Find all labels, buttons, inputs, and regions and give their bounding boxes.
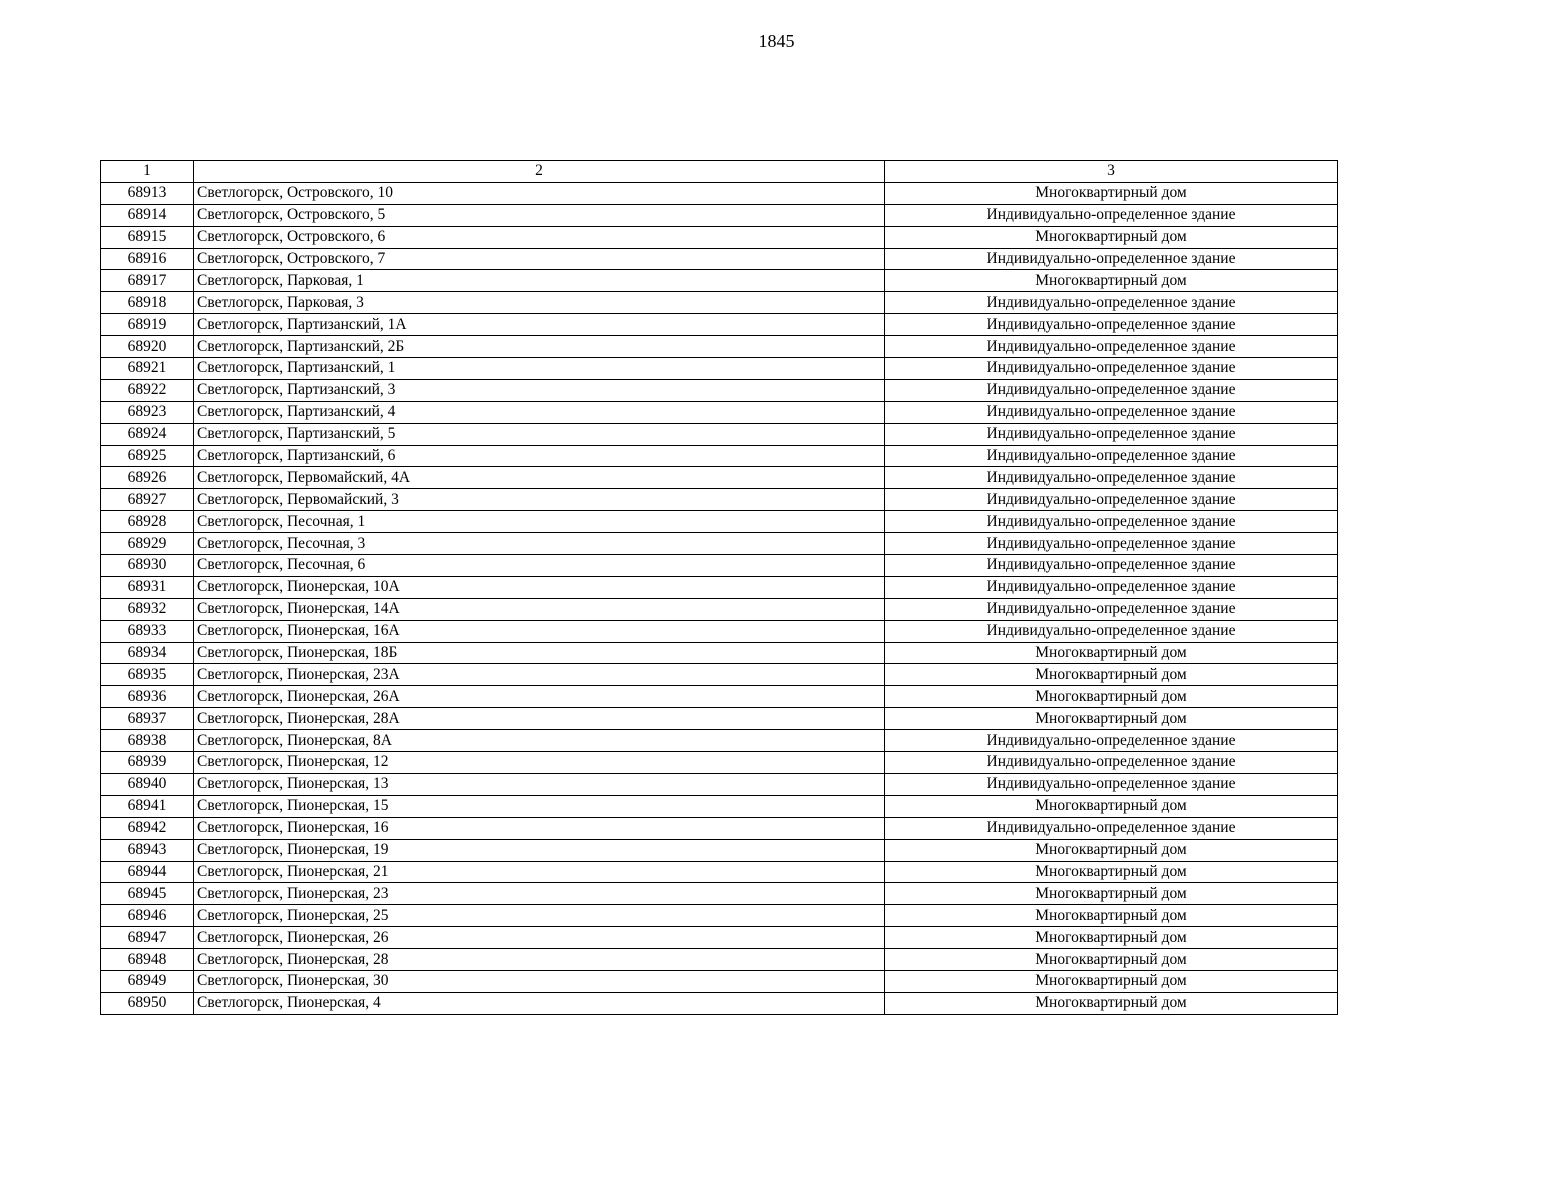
row-number-cell: 68918	[101, 292, 194, 314]
building-type-cell: Многоквартирный дом	[885, 686, 1338, 708]
table-row	[101, 686, 1338, 708]
building-type-cell: Многоквартирный дом	[885, 905, 1338, 927]
row-number-cell: 68949	[101, 970, 194, 992]
address-cell: Светлогорск, Пионерская, 4	[194, 992, 885, 1014]
row-number-cell: 68933	[101, 620, 194, 642]
building-type-cell: Многоквартирный дом	[885, 927, 1338, 949]
row-number-cell: 68932	[101, 598, 194, 620]
building-type-cell: Индивидуально-определенное здание	[885, 445, 1338, 467]
row-number-cell: 68927	[101, 489, 194, 511]
table-row	[101, 992, 1338, 1014]
row-number-cell: 68941	[101, 795, 194, 817]
building-type-cell: Многоквартирный дом	[885, 182, 1338, 204]
row-number-cell: 68913	[101, 182, 194, 204]
building-type-cell: Индивидуально-определенное здание	[885, 204, 1338, 226]
address-cell: Светлогорск, Пионерская, 28А	[194, 708, 885, 730]
address-cell: Светлогорск, Партизанский, 5	[194, 423, 885, 445]
row-number-cell: 68936	[101, 686, 194, 708]
table-row	[101, 533, 1338, 555]
building-type-cell: Многоквартирный дом	[885, 795, 1338, 817]
row-number-cell: 68928	[101, 511, 194, 533]
row-number-cell: 68931	[101, 576, 194, 598]
row-number-cell: 68925	[101, 445, 194, 467]
row-number-cell: 68950	[101, 992, 194, 1014]
address-cell: Светлогорск, Первомайский, 4А	[194, 467, 885, 489]
building-type-cell: Многоквартирный дом	[885, 226, 1338, 248]
table-row	[101, 314, 1338, 336]
table-row	[101, 292, 1338, 314]
table-row	[101, 620, 1338, 642]
table-row	[101, 511, 1338, 533]
address-cell: Светлогорск, Пионерская, 26А	[194, 686, 885, 708]
building-type-cell: Индивидуально-определенное здание	[885, 730, 1338, 752]
table-row	[101, 752, 1338, 774]
building-type-cell: Многоквартирный дом	[885, 883, 1338, 905]
address-cell: Светлогорск, Партизанский, 3	[194, 379, 885, 401]
address-cell: Светлогорск, Пионерская, 16А	[194, 620, 885, 642]
row-number-cell: 68930	[101, 555, 194, 577]
row-number-cell: 68924	[101, 423, 194, 445]
table-row	[101, 861, 1338, 883]
address-cell: Светлогорск, Партизанский, 6	[194, 445, 885, 467]
table-row	[101, 182, 1338, 204]
building-type-cell: Индивидуально-определенное здание	[885, 292, 1338, 314]
address-cell: Светлогорск, Пионерская, 8А	[194, 730, 885, 752]
building-type-cell: Индивидуально-определенное здание	[885, 555, 1338, 577]
address-cell: Светлогорск, Песочная, 3	[194, 533, 885, 555]
building-type-cell: Индивидуально-определенное здание	[885, 533, 1338, 555]
building-type-cell: Индивидуально-определенное здание	[885, 401, 1338, 423]
building-type-cell: Индивидуально-определенное здание	[885, 752, 1338, 774]
building-type-cell: Индивидуально-определенное здание	[885, 379, 1338, 401]
row-number-cell: 68940	[101, 773, 194, 795]
address-cell: Светлогорск, Партизанский, 4	[194, 401, 885, 423]
table-row	[101, 467, 1338, 489]
row-number-cell: 68929	[101, 533, 194, 555]
row-number-cell: 68945	[101, 883, 194, 905]
building-type-cell: Многоквартирный дом	[885, 992, 1338, 1014]
address-cell: Светлогорск, Первомайский, 3	[194, 489, 885, 511]
table-row	[101, 423, 1338, 445]
address-cell: Светлогорск, Пионерская, 23А	[194, 664, 885, 686]
row-number-cell: 68923	[101, 401, 194, 423]
table-row	[101, 270, 1338, 292]
address-cell: Светлогорск, Пионерская, 21	[194, 861, 885, 883]
table-row	[101, 248, 1338, 270]
table-row	[101, 555, 1338, 577]
row-number-cell: 68948	[101, 949, 194, 971]
row-number-cell: 68938	[101, 730, 194, 752]
building-type-cell: Многоквартирный дом	[885, 642, 1338, 664]
address-cell: Светлогорск, Песочная, 1	[194, 511, 885, 533]
table-row	[101, 226, 1338, 248]
row-number-cell: 68914	[101, 204, 194, 226]
building-type-cell: Индивидуально-определенное здание	[885, 248, 1338, 270]
address-cell: Светлогорск, Островского, 7	[194, 248, 885, 270]
row-number-cell: 68921	[101, 358, 194, 380]
table-row	[101, 598, 1338, 620]
address-cell: Светлогорск, Песочная, 6	[194, 555, 885, 577]
address-cell: Светлогорск, Парковая, 1	[194, 270, 885, 292]
row-number-cell: 68917	[101, 270, 194, 292]
address-cell: Светлогорск, Пионерская, 16	[194, 817, 885, 839]
building-type-cell: Индивидуально-определенное здание	[885, 773, 1338, 795]
building-type-cell: Индивидуально-определенное здание	[885, 598, 1338, 620]
address-cell: Светлогорск, Парковая, 3	[194, 292, 885, 314]
table-row	[101, 839, 1338, 861]
address-cell: Светлогорск, Пионерская, 15	[194, 795, 885, 817]
row-number-cell: 68922	[101, 379, 194, 401]
row-number-cell: 68947	[101, 927, 194, 949]
row-number-cell: 68946	[101, 905, 194, 927]
address-cell: Светлогорск, Пионерская, 30	[194, 970, 885, 992]
table-row	[101, 379, 1338, 401]
row-number-cell: 68926	[101, 467, 194, 489]
building-type-cell: Многоквартирный дом	[885, 664, 1338, 686]
address-cell: Светлогорск, Пионерская, 10А	[194, 576, 885, 598]
building-type-cell: Индивидуально-определенное здание	[885, 620, 1338, 642]
row-number-cell: 68939	[101, 752, 194, 774]
building-type-cell: Индивидуально-определенное здание	[885, 336, 1338, 358]
table-row	[101, 817, 1338, 839]
page-number: 1845	[758, 31, 795, 51]
table-row	[101, 489, 1338, 511]
table-row	[101, 927, 1338, 949]
table-row	[101, 576, 1338, 598]
address-cell: Светлогорск, Пионерская, 25	[194, 905, 885, 927]
building-type-cell: Индивидуально-определенное здание	[885, 817, 1338, 839]
address-cell: Светлогорск, Пионерская, 13	[194, 773, 885, 795]
address-cell: Светлогорск, Пионерская, 19	[194, 839, 885, 861]
address-cell: Светлогорск, Островского, 6	[194, 226, 885, 248]
table-row	[101, 358, 1338, 380]
row-number-cell: 68942	[101, 817, 194, 839]
table-row	[101, 970, 1338, 992]
address-cell: Светлогорск, Партизанский, 2Б	[194, 336, 885, 358]
building-type-cell: Индивидуально-определенное здание	[885, 467, 1338, 489]
row-number-cell: 68919	[101, 314, 194, 336]
building-type-cell: Индивидуально-определенное здание	[885, 576, 1338, 598]
row-number-cell: 68915	[101, 226, 194, 248]
row-number-cell: 68920	[101, 336, 194, 358]
register-table-body	[101, 161, 1338, 1015]
row-number-cell: 68934	[101, 642, 194, 664]
table-row	[101, 773, 1338, 795]
row-number-cell: 68944	[101, 861, 194, 883]
table-row	[101, 401, 1338, 423]
register-table	[100, 160, 1338, 1015]
building-type-cell: Индивидуально-определенное здание	[885, 423, 1338, 445]
address-cell: Светлогорск, Пионерская, 14А	[194, 598, 885, 620]
table-row	[101, 336, 1338, 358]
building-type-cell: Индивидуально-определенное здание	[885, 489, 1338, 511]
table-row	[101, 642, 1338, 664]
building-type-cell: Индивидуально-определенное здание	[885, 314, 1338, 336]
building-type-cell: Многоквартирный дом	[885, 949, 1338, 971]
table-row	[101, 905, 1338, 927]
address-cell: Светлогорск, Пионерская, 18Б	[194, 642, 885, 664]
address-cell: Светлогорск, Партизанский, 1А	[194, 314, 885, 336]
address-cell: Светлогорск, Пионерская, 26	[194, 927, 885, 949]
address-cell: Светлогорск, Пионерская, 23	[194, 883, 885, 905]
address-cell: Светлогорск, Партизанский, 1	[194, 358, 885, 380]
building-type-cell: Многоквартирный дом	[885, 861, 1338, 883]
row-number-cell: 68943	[101, 839, 194, 861]
column-header-2: 2	[194, 161, 885, 183]
building-type-cell: Многоквартирный дом	[885, 970, 1338, 992]
building-type-cell: Индивидуально-определенное здание	[885, 511, 1338, 533]
table-row	[101, 204, 1338, 226]
building-type-cell: Индивидуально-определенное здание	[885, 358, 1338, 380]
table-header-row	[101, 161, 1338, 183]
table-row	[101, 708, 1338, 730]
building-type-cell: Многоквартирный дом	[885, 708, 1338, 730]
row-number-cell: 68935	[101, 664, 194, 686]
building-type-cell: Многоквартирный дом	[885, 270, 1338, 292]
table-row	[101, 795, 1338, 817]
table-row	[101, 664, 1338, 686]
column-header-3: 3	[885, 161, 1338, 183]
address-cell: Светлогорск, Пионерская, 12	[194, 752, 885, 774]
address-cell: Светлогорск, Пионерская, 28	[194, 949, 885, 971]
table-row	[101, 445, 1338, 467]
column-header-1: 1	[101, 161, 194, 183]
table-row	[101, 730, 1338, 752]
address-cell: Светлогорск, Островского, 10	[194, 182, 885, 204]
building-type-cell: Многоквартирный дом	[885, 839, 1338, 861]
row-number-cell: 68916	[101, 248, 194, 270]
address-cell: Светлогорск, Островского, 5	[194, 204, 885, 226]
row-number-cell: 68937	[101, 708, 194, 730]
table-row	[101, 883, 1338, 905]
table-row	[101, 949, 1338, 971]
